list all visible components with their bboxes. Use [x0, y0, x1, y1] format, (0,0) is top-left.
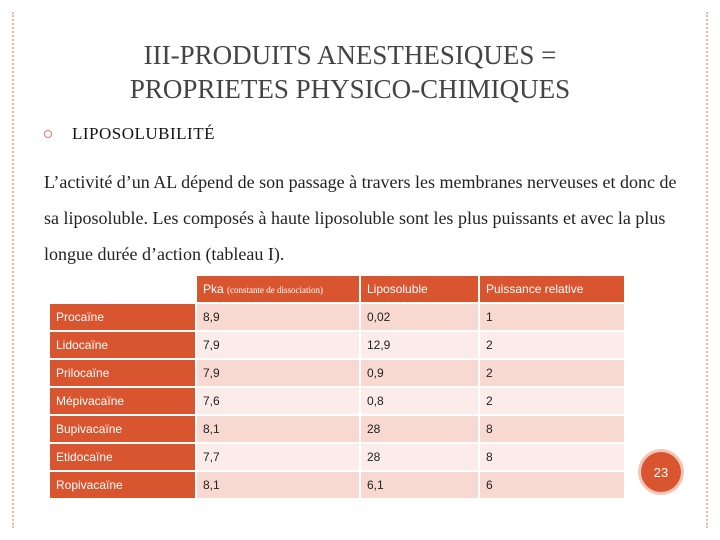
- row-lipo: 6,1: [361, 472, 480, 500]
- table-row: [50, 304, 626, 332]
- row-name: Lidocaïne: [50, 332, 197, 360]
- row-name: Mépivacaïne: [50, 388, 197, 416]
- table-row: [50, 388, 626, 416]
- row-name: Prilocaïne: [50, 360, 197, 388]
- row-lipo: 12,9: [361, 332, 480, 360]
- row-puissance: 6: [480, 472, 626, 500]
- row-lipo: 0,02: [361, 304, 480, 332]
- row-pka: 7,9: [197, 360, 361, 388]
- section-bullet: [44, 124, 215, 144]
- liposolubility-table: [50, 276, 626, 500]
- table-row: [50, 332, 626, 360]
- row-name: Ropivacaïne: [50, 472, 197, 500]
- header-empty-cell: [50, 276, 197, 304]
- table-row: [50, 472, 626, 500]
- row-lipo: 28: [361, 416, 480, 444]
- row-lipo: 28: [361, 444, 480, 472]
- row-name: Bupivacaïne: [50, 416, 197, 444]
- table-row: [50, 360, 626, 388]
- row-puissance: 8: [480, 416, 626, 444]
- row-lipo: 0,8: [361, 388, 480, 416]
- title-line-1: III-PRODUITS ANESTHESIQUES =: [143, 40, 557, 70]
- row-name: Etidocaïne: [50, 444, 197, 472]
- row-pka: 8,1: [197, 472, 361, 500]
- table-header-row: [50, 276, 626, 304]
- row-pka: 7,6: [197, 388, 361, 416]
- row-puissance: 8: [480, 444, 626, 472]
- circle-bullet-icon: [44, 130, 52, 138]
- row-pka: 8,1: [197, 416, 361, 444]
- row-pka: 7,9: [197, 332, 361, 360]
- slide-title: [40, 38, 660, 106]
- body-paragraph: L’activité d’un AL dépend de son passage à travers les membranes nerveuses et donc de sa liposoluble. Les composés à haute liposoluble sont les plus puissants et avec la plus longue durée d’action (tableau I).: [44, 172, 677, 264]
- header-puissance: Puissance relative: [480, 276, 626, 304]
- table-row: [50, 444, 626, 472]
- section-heading: LIPOSOLUBILITÉ: [72, 124, 215, 143]
- row-puissance: 1: [480, 304, 626, 332]
- row-lipo: 0,9: [361, 360, 480, 388]
- row-puissance: 2: [480, 360, 626, 388]
- table-row: [50, 416, 626, 444]
- header-pka-label: Pka: [203, 282, 224, 296]
- header-pka-note: (constante de dissociation): [227, 285, 324, 295]
- header-pka: [197, 276, 361, 304]
- row-puissance: 2: [480, 388, 626, 416]
- page-number-badge: 23: [641, 452, 681, 492]
- header-liposoluble: Liposoluble: [361, 276, 480, 304]
- row-pka: 8,9: [197, 304, 361, 332]
- row-pka: 7,7: [197, 444, 361, 472]
- title-line-2: PROPRIETES PHYSICO-CHIMIQUES: [129, 74, 571, 104]
- row-name: Procaïne: [50, 304, 197, 332]
- row-puissance: 2: [480, 332, 626, 360]
